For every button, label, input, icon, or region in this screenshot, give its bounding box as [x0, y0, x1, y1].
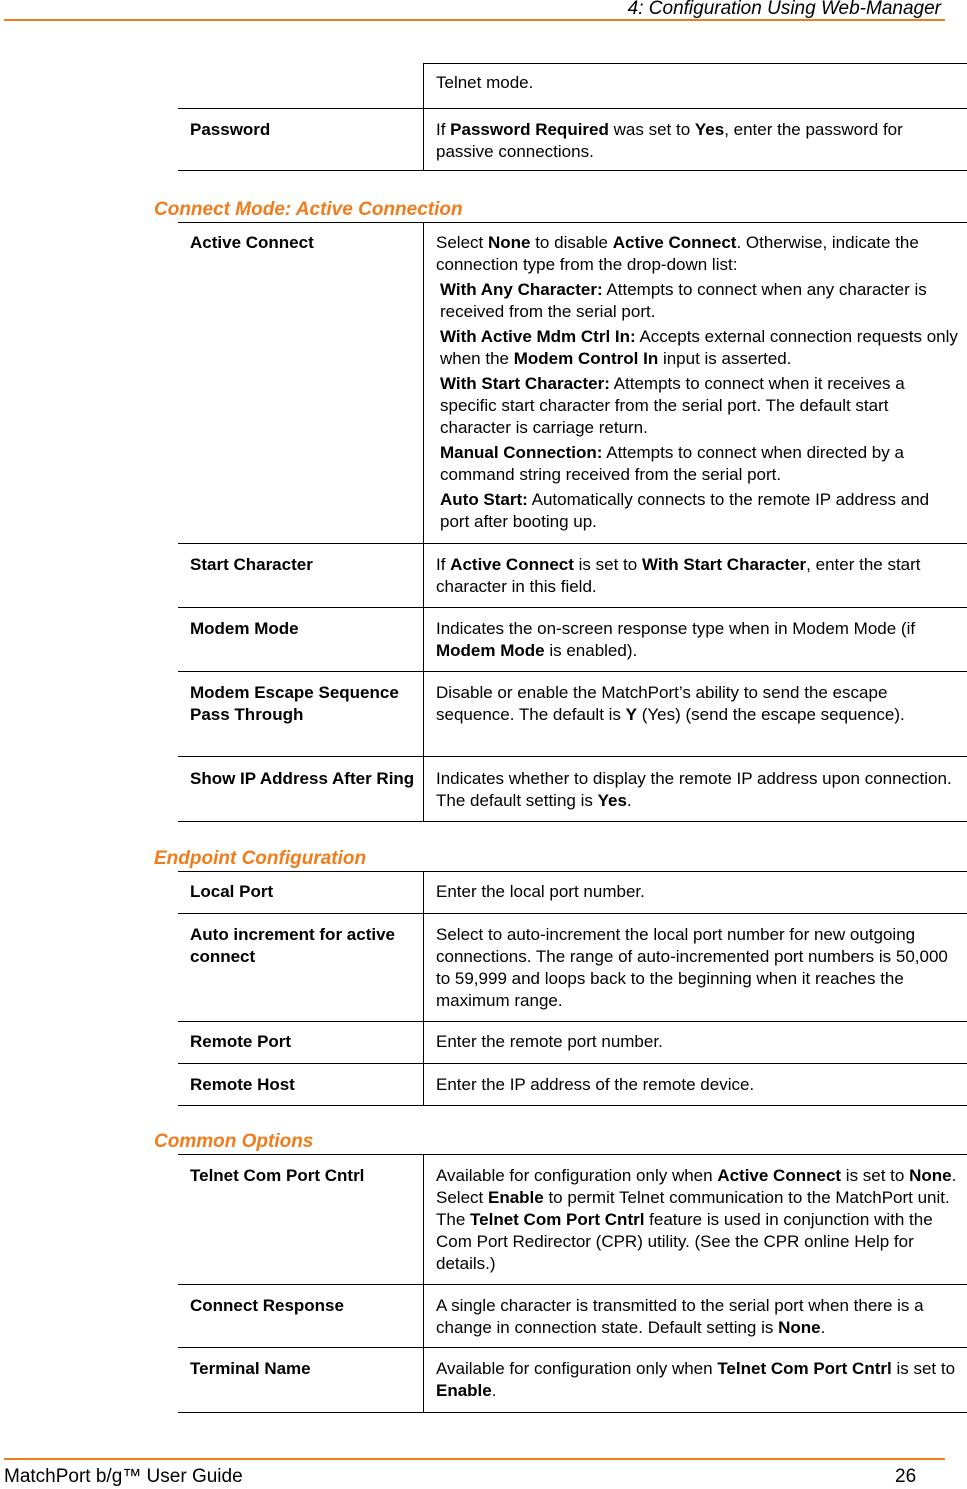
option-with-start-character: With Start Character: Attempts to connect when it receives a specific start character from the serial port. The default start character is carriage return.	[440, 374, 905, 437]
section-rule	[178, 871, 967, 872]
column-divider	[423, 871, 424, 1105]
telnet-mode-desc: Telnet mode.	[436, 73, 534, 92]
section-end-rule	[178, 821, 967, 822]
active-connect-desc	[436, 232, 958, 533]
active-connect-intro: Select None to disable Active Connect. Otherwise, indicate the connection type from the drop-down list:	[436, 233, 919, 274]
modem-mode-desc: Indicates the on-screen response type when in Modem Mode (if Modem Mode is enabled).	[436, 619, 916, 660]
remote-host-term: Remote Host	[190, 1075, 295, 1094]
section-end-rule	[178, 1412, 967, 1413]
option-manual-connection: Manual Connection: Attempts to connect when directed by a command string received from the serial port.	[440, 443, 904, 484]
start-character-desc: If Active Connect is set to With Start Character, enter the start character in this field.	[436, 555, 921, 596]
column-divider	[423, 1154, 424, 1412]
start-character-term: Start Character	[190, 555, 313, 574]
option-with-any-character: With Any Character: Attempts to connect when any character is received from the serial port.	[440, 280, 927, 321]
telnet-com-port-desc: Available for configuration only when Active Connect is set to None. Select Enable to permit Telnet communication to the MatchPort unit. The Telnet Com Port Cntrl feature is used in conjunction with the Com Port Redirector (CPR) utility. (See the CPR online Help for details.)	[436, 1166, 957, 1273]
section-rule	[178, 222, 967, 223]
option-with-active-mdm-ctrl-in: With Active Mdm Ctrl In: Accepts external connection requests only when the Modem Control In input is asserted.	[440, 327, 958, 368]
row-divider	[178, 756, 967, 757]
local-port-term: Local Port	[190, 882, 274, 901]
footer-guide-title: MatchPort b/g™ User Guide	[4, 1466, 243, 1487]
password-term: Password	[190, 120, 271, 139]
connect-response-desc: A single character is transmitted to the serial port when there is a change in connection state. Default setting is None.	[436, 1296, 924, 1337]
telnet-com-port-term: Telnet Com Port Cntrl	[190, 1166, 365, 1185]
row-divider	[178, 607, 967, 608]
row-divider	[178, 108, 967, 109]
auto-increment-desc: Select to auto-increment the local port number for new outgoing connections. The range of auto-incremented port numbers is 50,000 to 59,999 and loops back to the beginning when it reaches the maximum range.	[436, 925, 948, 1010]
row-divider	[178, 543, 967, 544]
row-divider	[178, 1021, 967, 1022]
section-end-rule	[178, 1105, 967, 1106]
active-connect-term: Active Connect	[190, 233, 314, 252]
auto-increment-term: Auto increment for active connect	[190, 925, 395, 966]
section-title-common-options: Common Options	[154, 1131, 314, 1152]
footer-rule	[4, 1458, 945, 1460]
terminal-name-desc: Available for configuration only when Telnet Com Port Cntrl is set to Enable.	[436, 1359, 956, 1400]
remote-port-desc: Enter the remote port number.	[436, 1032, 663, 1051]
row-divider	[178, 913, 967, 914]
row-divider	[424, 63, 967, 64]
row-divider	[178, 1063, 967, 1064]
column-divider	[423, 63, 424, 171]
footer-page-number: 26	[895, 1466, 917, 1487]
option-auto-start: Auto Start: Automatically connects to the remote IP address and port after booting up.	[440, 490, 930, 531]
modem-mode-term: Modem Mode	[190, 619, 299, 638]
modem-escape-desc: Disable or enable the MatchPort’s ability to send the escape sequence. The default is Y (Yes) (send the escape sequence).	[436, 683, 905, 724]
local-port-desc: Enter the local port number.	[436, 882, 645, 901]
remote-host-desc: Enter the IP address of the remote device.	[436, 1075, 755, 1094]
row-divider	[178, 1347, 967, 1348]
page-header-title: 4: Configuration Using Web-Manager	[627, 0, 941, 19]
row-divider	[178, 1284, 967, 1285]
row-divider	[178, 671, 967, 672]
show-ip-desc: Indicates whether to display the remote IP address upon connection. The default setting is Yes.	[436, 769, 952, 810]
modem-escape-term: Modem Escape Sequence Pass Through	[190, 683, 399, 724]
show-ip-term: Show IP Address After Ring	[190, 769, 415, 788]
section-title-connect-mode: Connect Mode: Active Connection	[154, 199, 463, 220]
section-title-endpoint: Endpoint Configuration	[154, 848, 367, 869]
section-rule	[178, 1154, 967, 1155]
remote-port-term: Remote Port	[190, 1032, 292, 1051]
column-divider	[423, 222, 424, 821]
row-divider	[178, 170, 967, 171]
connect-response-term: Connect Response	[190, 1296, 344, 1315]
header-rule	[4, 19, 945, 21]
password-desc: If Password Required was set to Yes, enter the password for passive connections.	[436, 120, 903, 161]
terminal-name-term: Terminal Name	[190, 1359, 311, 1378]
